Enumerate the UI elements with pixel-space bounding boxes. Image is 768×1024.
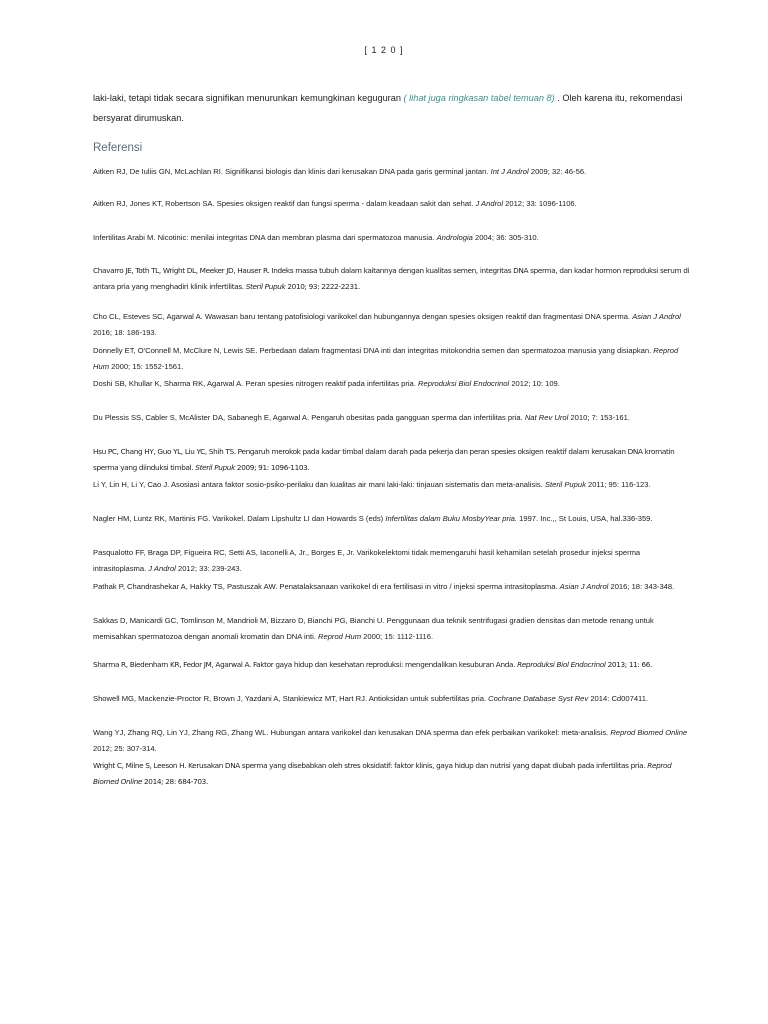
intro-paragraph <box>93 88 693 128</box>
journal-name: Reproduksi Biol Endocrinol <box>517 660 606 669</box>
journal-name: Reprod Biomed Online <box>93 761 672 786</box>
reference-item: Wright C, Milne S, Leeson H. Kerusakan DNA sperma yang disebabkan oleh stres oksidatif: faktor klinis, gaya hidup dan nutrisi yang dapat diubah pada infertilitas pria. Reprod Biomed Online 2014; 28: 684-703. <box>93 761 672 786</box>
journal-name: Reproduksi Biol Endocrinol <box>418 379 510 388</box>
intro-text: laki-laki, tetapi tidak secara signifikan menurunkan kemungkinan keguguran <box>93 93 404 103</box>
journal-name: Asian J Androl <box>632 312 681 321</box>
reference-item: Du Plessis SS, Cabler S, McAlister DA, Sabanegh E, Agarwal A. Pengaruh obesitas pada gangguan sperma dan infertilitas pria. Nat Rev Urol 2010; 7: 153-161. <box>93 413 630 422</box>
page-number: [ 1 2 0 ] <box>364 45 404 55</box>
journal-name: Reprod Biomed Online <box>610 728 688 737</box>
journal-name: J Androl <box>148 564 176 573</box>
journal-name: Reprod Hum <box>93 346 679 371</box>
reference-item: Aitken RJ, Jones KT, Robertson SA. Spesies oksigen reaktif dan fungsi sperma - dalam keadaan sakit dan sehat. J Androl 2012; 33: 1096-1106. <box>93 199 577 208</box>
reference-item: Cho CL, Esteves SC, Agarwal A. Wawasan baru tentang patofisiologi varikokel dan hubungannya dengan spesies oksigen reaktif dan fragmentasi DNA sperma. Asian J Androl 2016; 18: 186-193. <box>93 312 681 337</box>
reference-item: Pathak P, Chandrashekar A, Hakky TS, Pastuszak AW. Penatalaksanaan varikokel di era fertilisasi in vitro / injeksi sperma intrasitoplasma. Asian J Androl 2016; 18: 343-348. <box>93 582 675 591</box>
reference-item: Li Y, Lin H, Li Y, Cao J. Asosiasi antara faktor sosio-psiko-perilaku dan kualitas air mani laki-laki: tinjauan sistematis dan meta-analisis. Steril Pupuk 2011; 95: 116-123. <box>93 480 651 489</box>
intro-text-end: . Oleh karena itu, rekomendasi bersyarat dirumuskan. <box>93 93 683 123</box>
reference-item: Donnelly ET, O'Connell M, McClure N, Lewis SE. Perbedaan dalam fragmentasi DNA inti dan integritas mitokondria semen dan spermatozoa manusia yang disiapkan. Reprod Hum 2000; 15: 1552-1561. <box>93 346 679 371</box>
reference-item: Nagler HM, Luntz RK, Martinis FG. Varikokel. Dalam Lipshultz LI dan Howards S (eds) Infertilitas dalam Buku MosbyYear pria. 1997. Inc.,, St Louis, USA, hal.336-359. <box>93 514 653 523</box>
journal-name: Steril Pupuk <box>245 282 286 291</box>
journal-name: Infertilitas dalam Buku MosbyYear pria. <box>385 514 518 523</box>
reference-item: Chavarro JE, Toth TL, Wright DL, Meeker JD, Hauser R. Indeks massa tubuh dalam kaitannya dengan kualitas semen, integritas DNA sperma, dan kadar hormon reproduksi serum di antara pria yang menghadiri klinik infertilitas. Steril Pupuk 2010; 93: 2222-2231. <box>93 266 690 291</box>
journal-name: Cochrane Database Syst Rev <box>488 694 589 703</box>
reference-item: Sharma R, Biedenharn KR, Fedor JM, Agarwal A. Faktor gaya hidup dan kesehatan reproduksi: mengendalikan kesuburan Anda. Reproduksi Biol Endocrinol 2013; 11: 66. <box>93 660 653 669</box>
journal-name: Steril Pupuk <box>195 463 235 472</box>
reference-item: Hsu PC, Chang HY, Guo YL, Liu YC, Shih TS. Pengaruh merokok pada kadar timbal dalam darah pada pekerja dan peran spesies oksigen reaktif dalam kerusakan DNA kromatin sperma yang diinduksi timbal. Steril Pupuk 2009; 91: 1096-1103. <box>93 447 675 472</box>
reference-item: Pasqualotto FF, Braga DP, Figueira RC, Setti AS, Iaconelli A, Jr., Borges E, Jr. Varikokelektomi tidak memengaruhi hasil kehamilan setelah prosedur injeksi sperma intrasitoplasma. J Androl 2012; 33: 239-243. <box>93 548 641 573</box>
journal-name: Asian J Androl <box>559 582 609 591</box>
reference-item: Wang YJ, Zhang RQ, Lin YJ, Zhang RG, Zhang WL. Hubungan antara varikokel dan kerusakan DNA sperma dan efek perbaikan varikokel: meta-analisis. Reprod Biomed Online 2012; 25: 307-314. <box>93 728 688 753</box>
journal-name: J Androl <box>475 199 504 208</box>
journal-name: Reprod Hum <box>317 632 362 641</box>
reference-item: Sakkas D, Manicardi GC, Tomlinson M, Mandrioli M, Bizzaro D, Bianchi PG, Bianchi U. Penggunaan dua teknik sentrifugasi gradien densitas dan metode renang untuk memisahkan spermatozoa dengan anomali kromatin dan DNA inti. Reprod Hum 2000; 15: 1112-1116. <box>93 616 654 641</box>
reference-item: Showell MG, Mackenzie-Proctor R, Brown J, Yazdani A, Stankiewicz MT, Hart RJ. Antioksidan untuk subfertilitas pria. Cochrane Database Syst Rev 2014: Cd007411. <box>93 694 649 703</box>
journal-name: Andrologia <box>436 233 473 242</box>
journal-name: Int J Androl <box>490 167 529 176</box>
references-heading: Referensi <box>93 142 143 154</box>
reference-item: Infertilitas Arabi M. Nicotinic: menilai integritas DNA dan membran plasma dari spermatozoa manusia. Andrologia 2004; 36: 305-310. <box>93 233 539 242</box>
journal-name: Nat Rev Urol <box>524 413 569 422</box>
reference-item: Doshi SB, Khullar K, Sharma RK, Agarwal A. Peran spesies nitrogen reaktif pada infertilitas pria. Reproduksi Biol Endocrinol 2012; 10: 109. <box>93 379 560 388</box>
journal-name: Steril Pupuk <box>544 480 586 489</box>
summary-table-link[interactable]: ( lihat juga ringkasan tabel temuan 8) <box>403 93 555 103</box>
reference-item: Aitken RJ, De Iuliis GN, McLachlan RI. Signifikansi biologis dan klinis dari kerusakan DNA pada garis germinal jantan. Int J Androl 2009; 32: 46-56. <box>93 167 587 176</box>
